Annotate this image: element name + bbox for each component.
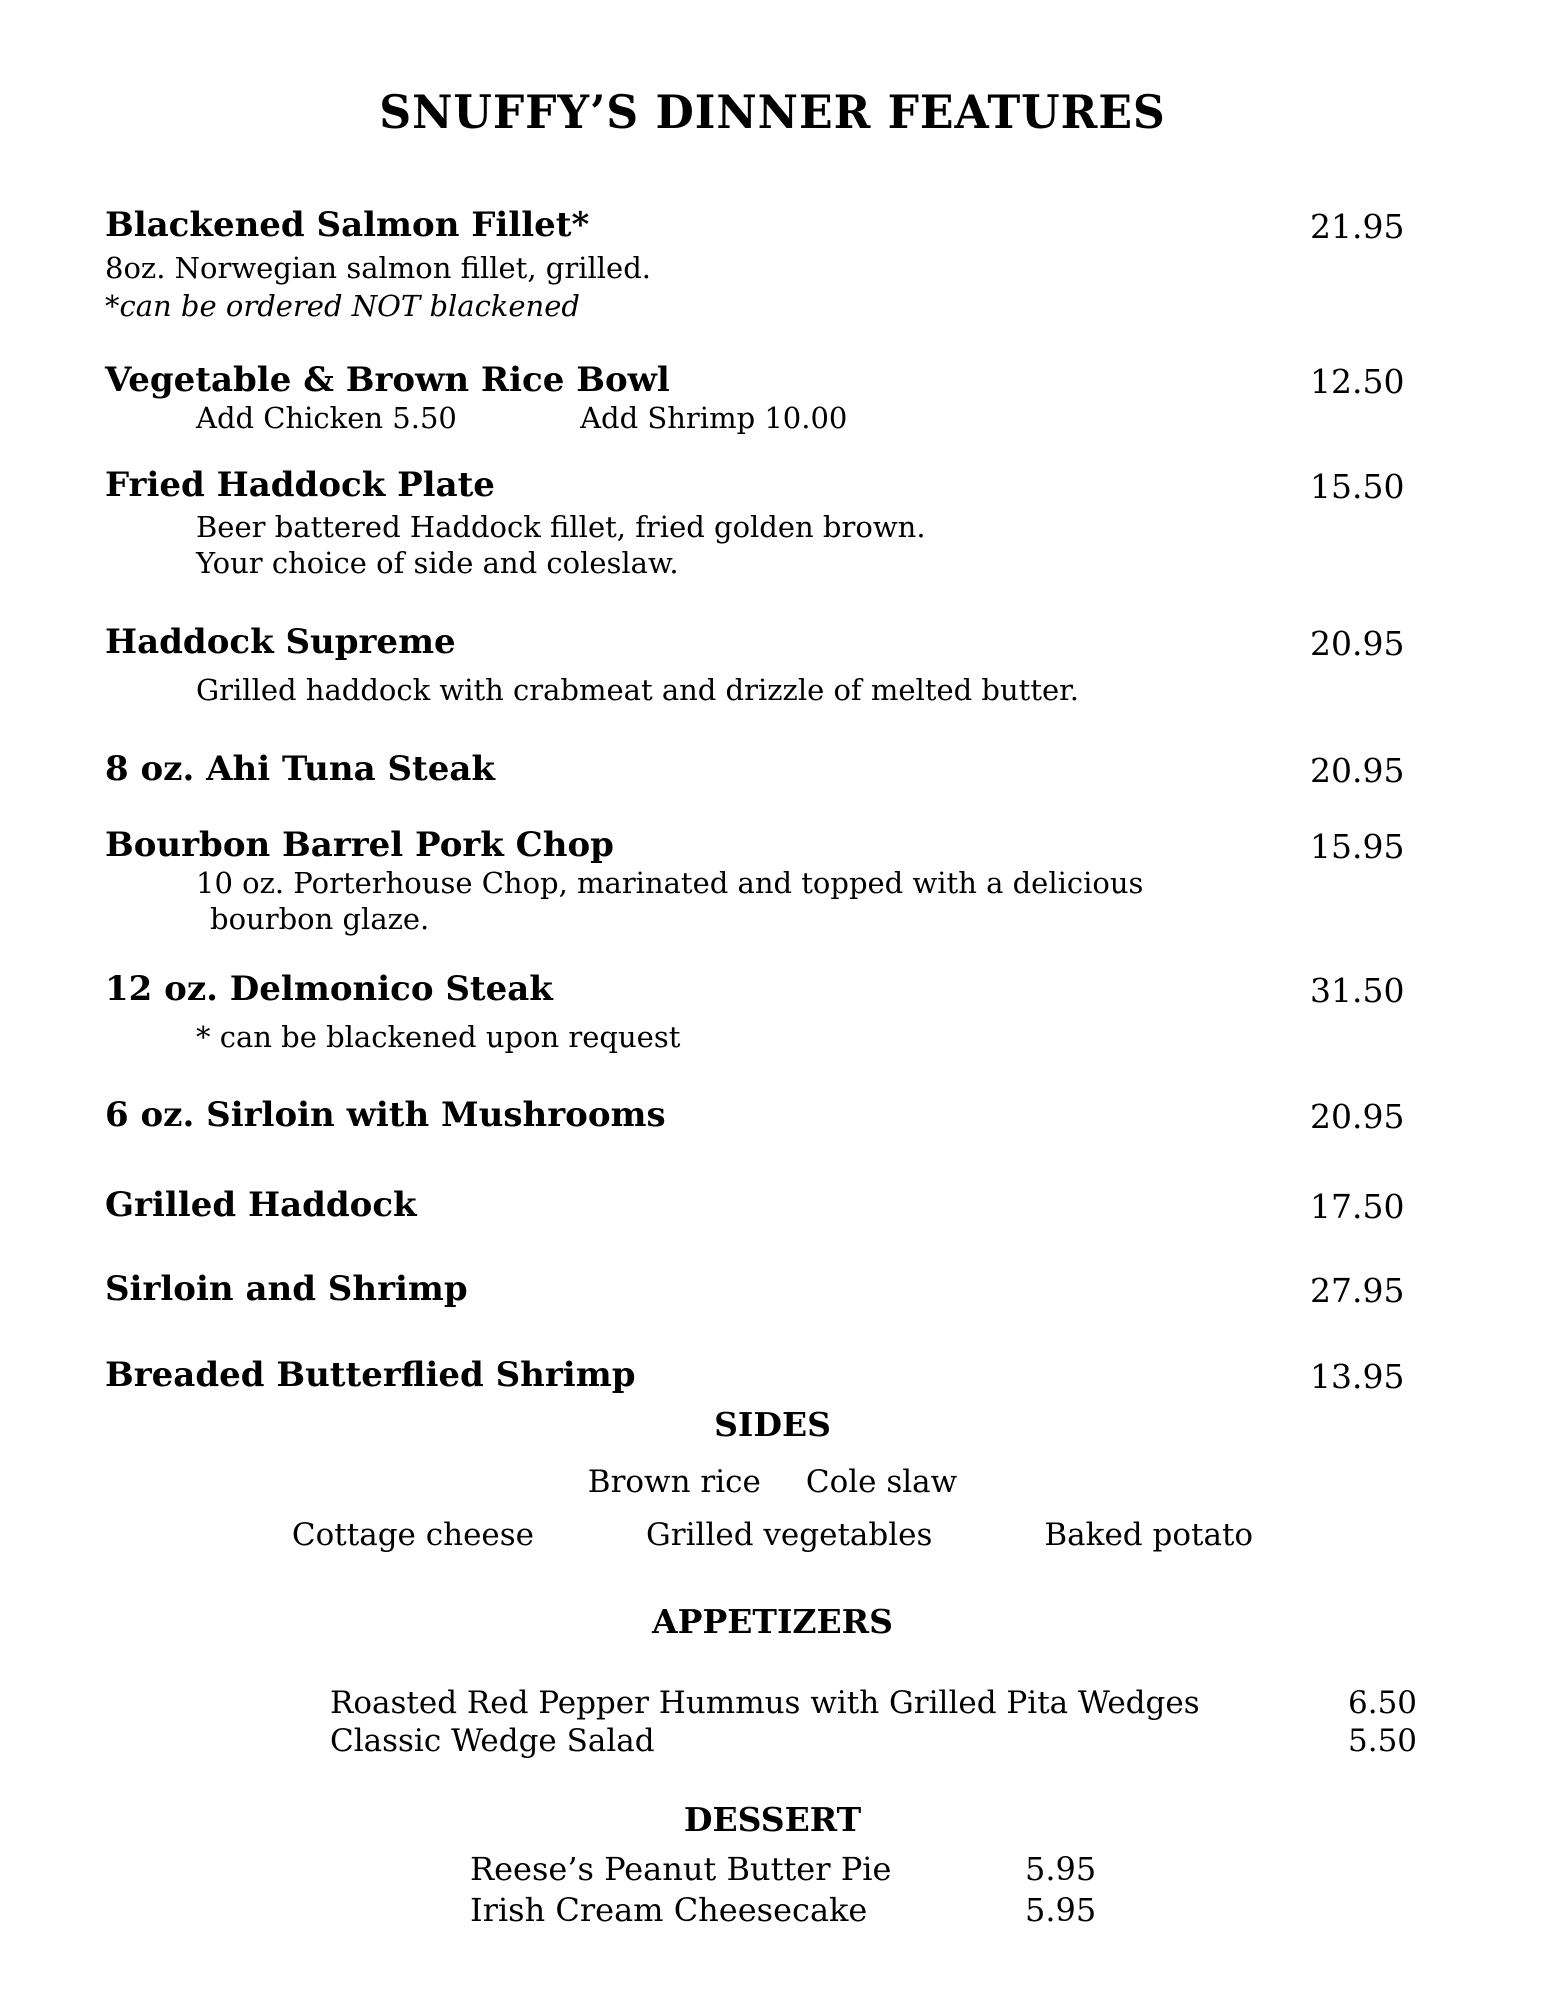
menu-item-price: 15.95	[1310, 827, 1405, 866]
menu-item-row	[105, 1355, 1440, 1395]
menu-item-price: 20.95	[1310, 624, 1405, 663]
menu-item-price: 17.50	[1310, 1187, 1405, 1226]
appetizers-heading: APPETIZERS	[652, 1602, 893, 1641]
menu-item-name: Vegetable & Brown Rice Bowl	[105, 360, 670, 400]
menu-item	[105, 969, 1440, 1055]
menu-item-price: 20.95	[1310, 751, 1405, 790]
dessert-heading: DESSERT	[683, 1800, 862, 1839]
menu-item	[105, 1185, 1440, 1225]
menu-item	[105, 622, 1440, 708]
dessert-price: 5.95	[1025, 1891, 1097, 1929]
menu-item-price: 12.50	[1310, 362, 1405, 401]
menu-item-description: bourbon glaze.	[210, 902, 430, 936]
menu-item-row	[105, 622, 1440, 662]
sides-heading: SIDES	[714, 1405, 831, 1444]
side-option: Brown rice	[587, 1464, 761, 1500]
menu-item-row	[105, 969, 1440, 1009]
menu-item-name: Haddock Supreme	[105, 622, 456, 662]
menu-item-name: Sirloin and Shrimp	[105, 1269, 468, 1309]
menu-item-name: 6 oz. Sirloin with Mushrooms	[105, 1095, 666, 1135]
appetizer-item	[105, 1684, 1440, 1722]
dessert-item	[105, 1849, 1440, 1890]
menu-item-row	[105, 360, 1440, 400]
sides-row	[105, 1515, 1440, 1555]
menu-item-row	[105, 1095, 1440, 1135]
menu-item-name: Blackened Salmon Fillet*	[105, 205, 590, 245]
menu-item	[105, 1269, 1440, 1309]
menu-item-note: *can be ordered NOT blackened	[105, 289, 580, 323]
appetizer-price: 6.50	[1348, 1685, 1418, 1721]
side-option: Cottage cheese	[291, 1517, 535, 1553]
menu-item-description: * can be blackened upon request	[196, 1020, 681, 1054]
side-option: Cole slaw	[805, 1464, 958, 1500]
menu-item	[105, 360, 1440, 436]
menu-item	[105, 825, 1440, 937]
menu-item-price: 27.95	[1310, 1271, 1405, 1310]
menu-item-price: 20.95	[1310, 1097, 1405, 1136]
menu-item-row	[105, 1269, 1440, 1309]
menu-item-description: Your choice of side and coleslaw.	[196, 546, 679, 580]
menu-item	[105, 749, 1440, 789]
appetizer-name: Classic Wedge Salad	[330, 1723, 655, 1759]
menu-item-name: 12 oz. Delmonico Steak	[105, 969, 553, 1009]
menu-title: SNUFFY’S DINNER FEATURES	[379, 85, 1166, 139]
menu-item-description: 10 oz. Porterhouse Chop, marinated and topped with a delicious	[196, 866, 1144, 900]
menu-item-row	[105, 465, 1440, 505]
menu-item-price: 15.50	[1310, 467, 1405, 506]
menu-item	[105, 1355, 1440, 1395]
menu-item-row	[105, 1185, 1440, 1225]
menu-item-row	[105, 749, 1440, 789]
addon-option: Add Chicken 5.50	[196, 401, 457, 435]
side-option: Grilled vegetables	[646, 1517, 933, 1553]
menu-item-name: Fried Haddock Plate	[105, 465, 495, 505]
menu-item-price: 31.50	[1310, 971, 1405, 1010]
sides-row	[105, 1462, 1440, 1502]
dessert-item	[105, 1890, 1440, 1931]
appetizer-price: 5.50	[1348, 1723, 1418, 1759]
addon-option: Add Shrimp 10.00	[580, 401, 848, 435]
menu-item-description: Beer battered Haddock fillet, fried golden brown.	[196, 510, 926, 544]
menu-item-price: 21.95	[1310, 207, 1405, 246]
menu-item-addons	[105, 400, 1440, 436]
menu-item-name: Grilled Haddock	[105, 1185, 417, 1225]
menu-item-price: 13.95	[1310, 1357, 1405, 1396]
menu-item-row	[105, 825, 1440, 865]
menu-item-name: Breaded Butterflied Shrimp	[105, 1355, 636, 1395]
side-option: Baked potato	[1044, 1517, 1254, 1553]
menu-item-name: 8 oz. Ahi Tuna Steak	[105, 749, 495, 789]
menu-item	[105, 465, 1440, 581]
menu-item-row	[105, 205, 1440, 245]
dessert-name: Irish Cream Cheesecake	[470, 1891, 868, 1929]
menu-item	[105, 205, 1440, 324]
menu-item	[105, 1095, 1440, 1135]
appetizer-item	[105, 1722, 1440, 1760]
appetizer-name: Roasted Red Pepper Hummus with Grilled Pita Wedges	[330, 1685, 1200, 1721]
dessert-name: Reese’s Peanut Butter Pie	[470, 1850, 892, 1888]
menu-item-name: Bourbon Barrel Pork Chop	[105, 825, 614, 865]
dessert-price: 5.95	[1025, 1850, 1097, 1888]
menu-item-description: Grilled haddock with crabmeat and drizzle of melted butter.	[196, 673, 1080, 707]
menu-item-description: 8oz. Norwegian salmon fillet, grilled.	[105, 251, 651, 285]
